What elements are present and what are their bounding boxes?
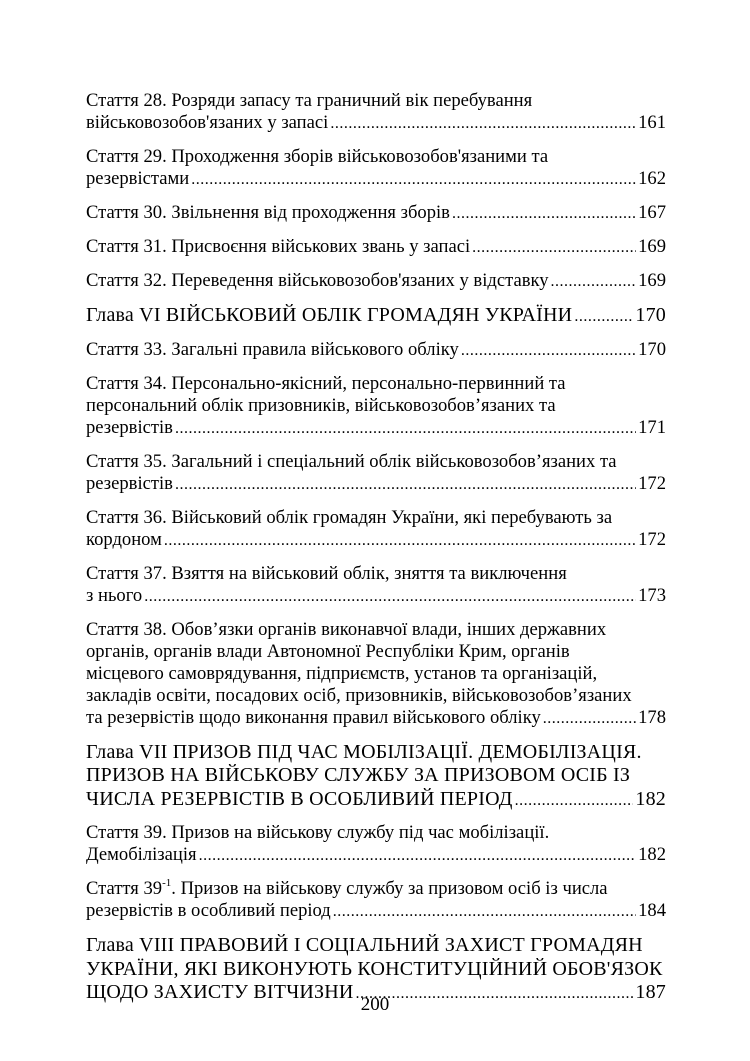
page-ref: 187 [635,981,666,1003]
dot-leader [164,530,636,552]
entry-text-line: органів, органів влади Автономної Республіки Крим, органів [86,640,570,662]
entry-text-line: Демобілізація [86,844,197,865]
page-ref: 171 [638,416,666,438]
dot-leader [330,113,636,135]
entry-text-line: Стаття 30. Звільнення від проходження зборів [86,202,450,223]
entry-text-line: місцевого самоврядування, підприємств, установ та організацій, [86,662,598,684]
page-ref: 172 [638,472,666,494]
dot-leader [574,305,633,329]
dot-leader [461,340,636,362]
entry-text-line: Стаття 32. Переведення військовозобов'язаних у відставку [86,270,549,291]
dot-leader [543,708,636,730]
toc-entry-article-37[interactable] [86,563,666,608]
dot-leader [452,203,636,225]
entry-text-line: з нього [86,584,143,606]
toc-entry-article-30[interactable] [86,202,666,225]
dot-leader [191,169,636,191]
entry-text-line: Глава VI ВІЙСЬКОВИЙ ОБЛІК ГРОМАДЯН УКРАЇНИ [86,304,573,326]
entry-text-line: ПРИЗОВ НА ВІЙСЬКОВУ СЛУЖБУ ЗА ПРИЗОВОМ ОСІБ ІЗ [86,764,631,786]
dot-leader [199,845,637,867]
page-ref: 182 [638,844,666,865]
dot-leader [551,271,637,293]
page-ref: 182 [635,787,666,810]
toc-entry-article-35[interactable] [86,451,666,496]
entry-text-line: Стаття 39 [86,878,163,899]
page-ref: 173 [638,584,666,606]
toc-entry-article-34[interactable] [86,373,666,440]
entry-text-line: резервістами [86,168,190,189]
toc-entry-article-28[interactable] [86,90,666,135]
toc-entry-article-33[interactable] [86,339,666,362]
entry-text-line: резервістів в особливий період [86,900,331,921]
page-ref: 170 [635,304,666,326]
entry-text-line: резервістів [86,416,173,438]
dot-leader [472,237,636,259]
entry-text-line: Стаття 37. Взяття на військовий облік, зняття та виключення [86,562,567,584]
dot-leader [333,901,636,923]
toc-entry-chapter-7[interactable] [86,741,666,813]
table-of-contents [86,90,666,1016]
entry-text-line: Стаття 31. Присвоєння військових звань у запасі [86,236,471,257]
entry-text-line: Стаття 35. Загальний і спеціальний облік військовозобов’язаних та [86,450,617,472]
entry-text-line: УКРАЇНИ, ЯКІ ВИКОНУЮТЬ КОНСТИТУЦІЙНИЙ ОБОВ'ЯЗОК [86,957,663,980]
page-number: 200 [360,994,390,1015]
entry-text-line: Стаття 33. Загальні правила військового обліку [86,338,459,360]
entry-text-line: ЧИСЛА РЕЗЕРВІСТІВ В ОСОБЛИВИЙ ПЕРІОД [86,787,513,810]
toc-entry-article-29[interactable] [86,146,666,191]
entry-text-line: кордоном [86,528,162,550]
toc-entry-article-36[interactable] [86,507,666,552]
dot-leader [515,789,634,813]
superscript-index: -1 [162,877,172,889]
page-ref: 169 [638,236,666,257]
toc-entry-article-39[interactable] [86,822,666,867]
toc-entry-chapter-6[interactable] [86,304,666,329]
entry-text-line: резервістів [86,472,173,494]
dot-leader [144,586,636,608]
entry-text-line: військовозобов'язаних у запасі [86,112,329,133]
page-ref: 167 [638,202,666,223]
page-ref: 169 [638,270,666,291]
entry-text-line: Стаття 28. Розряди запасу та граничний вік перебування [86,90,533,111]
toc-entry-article-31[interactable] [86,236,666,259]
entry-text-line: Стаття 36. Військовий облік громадян України, які перебувають за [86,506,613,528]
toc-entry-article-32[interactable] [86,270,666,293]
entry-text-line: . Призов на військову службу за призовом осіб із числа [171,878,608,899]
entry-text-line: Стаття 39. Призов на військову службу під час мобілізації. [86,822,550,843]
entry-text-line: Стаття 34. Персонально-якісний, персонально-первинний та [86,372,566,394]
toc-entry-article-39-1[interactable] [86,878,666,923]
entry-text-line: Стаття 38. Обов’язки органів виконавчої влади, інших державних [86,618,607,640]
entry-text-line: персональний облік призовників, військовозобов’язаних та [86,394,556,416]
entry-text-line: Глава VII ПРИЗОВ ПІД ЧАС МОБІЛІЗАЦІЇ. ДЕМОБІЛІЗАЦІЯ. [86,740,642,763]
entry-text-line: Глава VIII ПРАВОВИЙ І СОЦІАЛЬНИЙ ЗАХИСТ ГРОМАДЯН [86,934,643,956]
page-ref: 161 [638,112,666,133]
entry-text-line: та резервістів щодо виконання правил військового обліку [86,706,541,728]
page-ref: 162 [638,168,666,189]
entry-text-line: Стаття 29. Проходження зборів військовозобов'язаними та [86,146,549,167]
page-ref: 178 [638,706,666,728]
toc-entry-article-38[interactable] [86,619,666,730]
entry-text-line: ЩОДО ЗАХИСТУ ВІТЧИЗНИ [86,981,354,1003]
entry-text-line: закладів освіти, посадових осіб, призовників, військовозобов’язаних [86,684,632,706]
dot-leader [175,474,636,496]
dot-leader [175,418,636,440]
page-ref: 170 [638,338,666,360]
page-ref: 184 [638,900,666,921]
page-ref: 172 [638,528,666,550]
